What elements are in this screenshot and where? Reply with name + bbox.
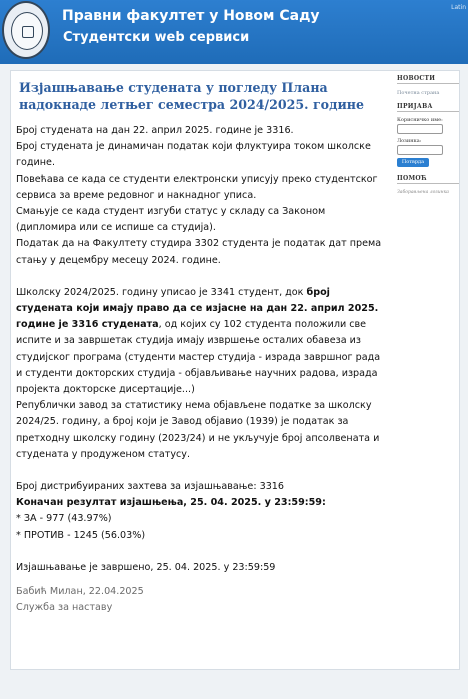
password-input[interactable] — [397, 145, 443, 155]
username-label: Корисничко име: — [397, 117, 443, 123]
main-column — [11, 71, 393, 669]
sidebar-link-home[interactable]: Почетна страна — [397, 90, 440, 96]
enrollment-text-b: , од којих су 102 студента положили све испите и за завршетак студија имају извршење осталих обавеза из студијског програма (студенти мастер студија - израда завршног рада и студенти докторских студија - објављивање научних радова, израда пројекта докторске дисертације...) — [16, 319, 381, 396]
article-body — [16, 123, 386, 616]
paragraph-statistics: Републички завод за статистику нема објављене податке за школску 2024/25. годину, а број који је Завод објавио (1939) је податак за претходну школску годину (2023/24) и не укључује број апсолвената и студената у продуженом статусу. — [16, 400, 380, 460]
sidebar-heading-login: ПРИЈАВА — [397, 103, 459, 112]
site-header — [0, 0, 468, 64]
seal-shield-icon — [22, 26, 34, 38]
vote-against: * ПРОТИВ - 1245 (56.03%) — [16, 529, 146, 541]
enrollment-bold: број студената који имају право да се изјасне на дан 22. април 2025. године је 3316 студената — [16, 286, 379, 331]
sidebar — [397, 71, 459, 669]
site-subtitle: Студентски web сервиси — [63, 30, 250, 45]
sidebar-heading-help: ПОМОЋ — [397, 175, 459, 184]
password-label: Лозинка: — [397, 138, 422, 144]
sidebar-heading-news: НОВОСТИ — [397, 75, 459, 84]
enrollment-text-a: Школску 2024/2025. годину уписао је 3341 студент, док — [16, 286, 307, 298]
voting-ended: Изјашњавање је завршено, 25. 04. 2025. у 23:59:59 — [16, 561, 276, 573]
office-name: Служба за наставу — [16, 602, 113, 614]
spacer — [16, 269, 386, 285]
requests-count: Број дистрибуираних захтева за изјашњавање: 3316 — [16, 481, 285, 493]
paragraph-decrease: Смањује се када студент изгуби статус у складу са Законом (дипломира или се испише са студија). — [16, 206, 326, 234]
spacer — [16, 576, 386, 584]
spacer — [16, 463, 386, 479]
paragraph-december: Податак да на Факултету студира 3302 студента је податак дат према стању у децембру месецу 2024. године. — [16, 238, 382, 266]
paragraph-enrollment — [16, 285, 386, 398]
paragraph-count: Број студената на дан 22. април 2025. године је 3316. — [16, 125, 294, 136]
forgot-password-link[interactable]: Заборављена лозинка — [397, 190, 449, 195]
paragraph-increase: Повећава се када се студенти електронски уписују преко студентског сервиса за време редовног и накнадног уписа. — [16, 173, 378, 201]
author-date: Бабић Милан, 22.04.2025 — [16, 586, 144, 598]
article-title: Изјашњавање студената у погледу Плана надокнаде летњег семестра 2024/2025. године — [19, 80, 365, 112]
site-title[interactable]: Правни факултет у Новом Саду — [62, 8, 320, 24]
spacer — [16, 544, 386, 560]
seal-inner — [11, 12, 43, 50]
login-button[interactable]: Потврда — [397, 158, 429, 167]
username-input[interactable] — [397, 124, 443, 134]
faculty-seal-logo[interactable] — [2, 1, 50, 59]
content-panel — [10, 70, 460, 670]
vote-for: * ЗА - 977 (43.97%) — [16, 513, 112, 525]
final-result-heading: Коначан резултат изјашњења, 25. 04. 2025. у 23:59:59: — [16, 497, 326, 509]
paragraph-dynamic: Број студената је динамичан податак који флуктуира током школске године. — [16, 141, 371, 169]
language-switch-link[interactable]: Latin — [451, 4, 466, 11]
article — [15, 79, 389, 113]
